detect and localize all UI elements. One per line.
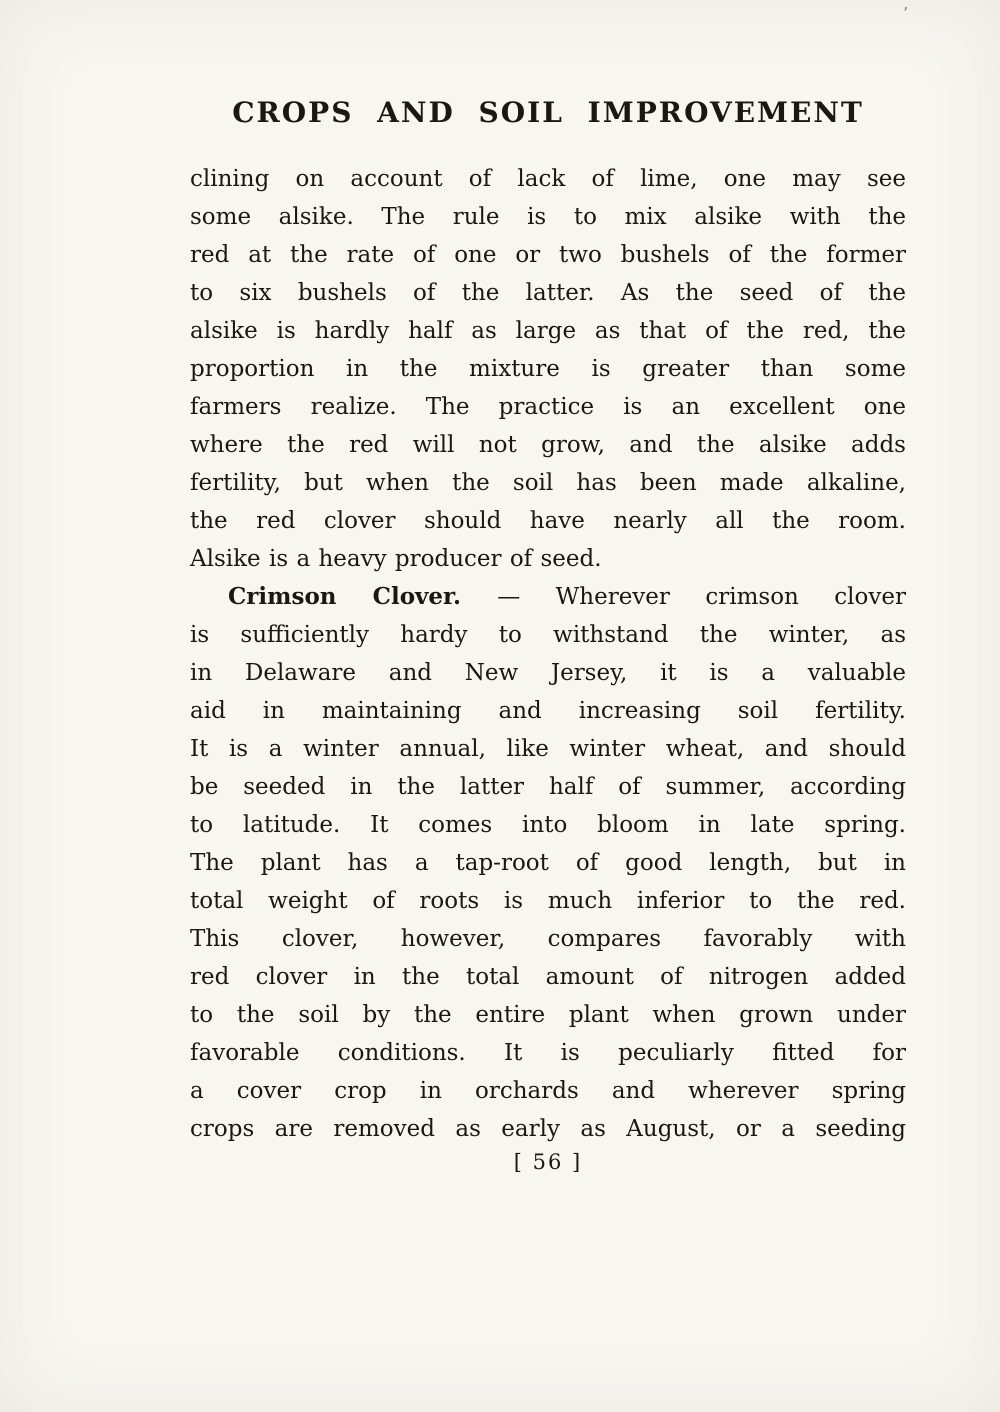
text-line: Alsike is a heavy producer of seed. [190, 546, 602, 572]
page-number: [ 56 ] [513, 1150, 583, 1174]
text-line: clining on account of lack of lime, one may see [190, 166, 906, 192]
text-line: red clover in the total amount of nitrogen added [190, 964, 906, 990]
text-line: The plant has a tap-root of good length, but in [190, 850, 906, 876]
text-block [190, 160, 906, 1148]
text-line: It is a winter annual, like winter wheat, and should [190, 736, 906, 762]
text-line: fertility, but when the soil has been made alkaline, [190, 470, 906, 496]
text-line: some alsike. The rule is to mix alsike with the [190, 204, 906, 230]
text-line: the red clover should have nearly all the room. [190, 508, 906, 534]
text-line: be seeded in the latter half of summer, according [190, 774, 906, 800]
scan-artifact-mark: ’ [903, 4, 908, 22]
text-line: farmers realize. The practice is an excellent one [190, 394, 906, 420]
text-line: is sufficiently hardy to withstand the winter, as [190, 622, 906, 648]
text-line: in Delaware and New Jersey, it is a valuable [190, 660, 906, 686]
paragraph-lead: Crimson Clover. [228, 583, 498, 610]
text-line: This clover, however, compares favorably with [190, 926, 906, 952]
text-line: proportion in the mixture is greater than some [190, 356, 906, 382]
text-line: crops are removed as early as August, or a seeding [190, 1116, 906, 1142]
text-line: where the red will not grow, and the alsike adds [190, 432, 906, 458]
page-title: CROPS AND SOIL IMPROVEMENT [232, 96, 864, 129]
text-line: to six bushels of the latter. As the seed of the [190, 280, 906, 306]
text-line: Crimson Clover. — Wherever crimson clover [228, 583, 906, 610]
text-line: favorable conditions. It is peculiarly fitted for [190, 1040, 906, 1066]
text-line: to latitude. It comes into bloom in late spring. [190, 812, 906, 838]
text-line: red at the rate of one or two bushels of the former [190, 242, 906, 268]
paragraph [190, 160, 906, 578]
text-line: a cover crop in orchards and wherever spring [190, 1078, 906, 1104]
text-line: aid in maintaining and increasing soil fertility. [190, 698, 906, 724]
text-line: alsike is hardly half as large as that of the red, the [190, 318, 906, 344]
text-line: to the soil by the entire plant when grown under [190, 1002, 906, 1028]
text-line: total weight of roots is much inferior to the red. [190, 888, 906, 914]
paragraph [190, 578, 906, 1148]
